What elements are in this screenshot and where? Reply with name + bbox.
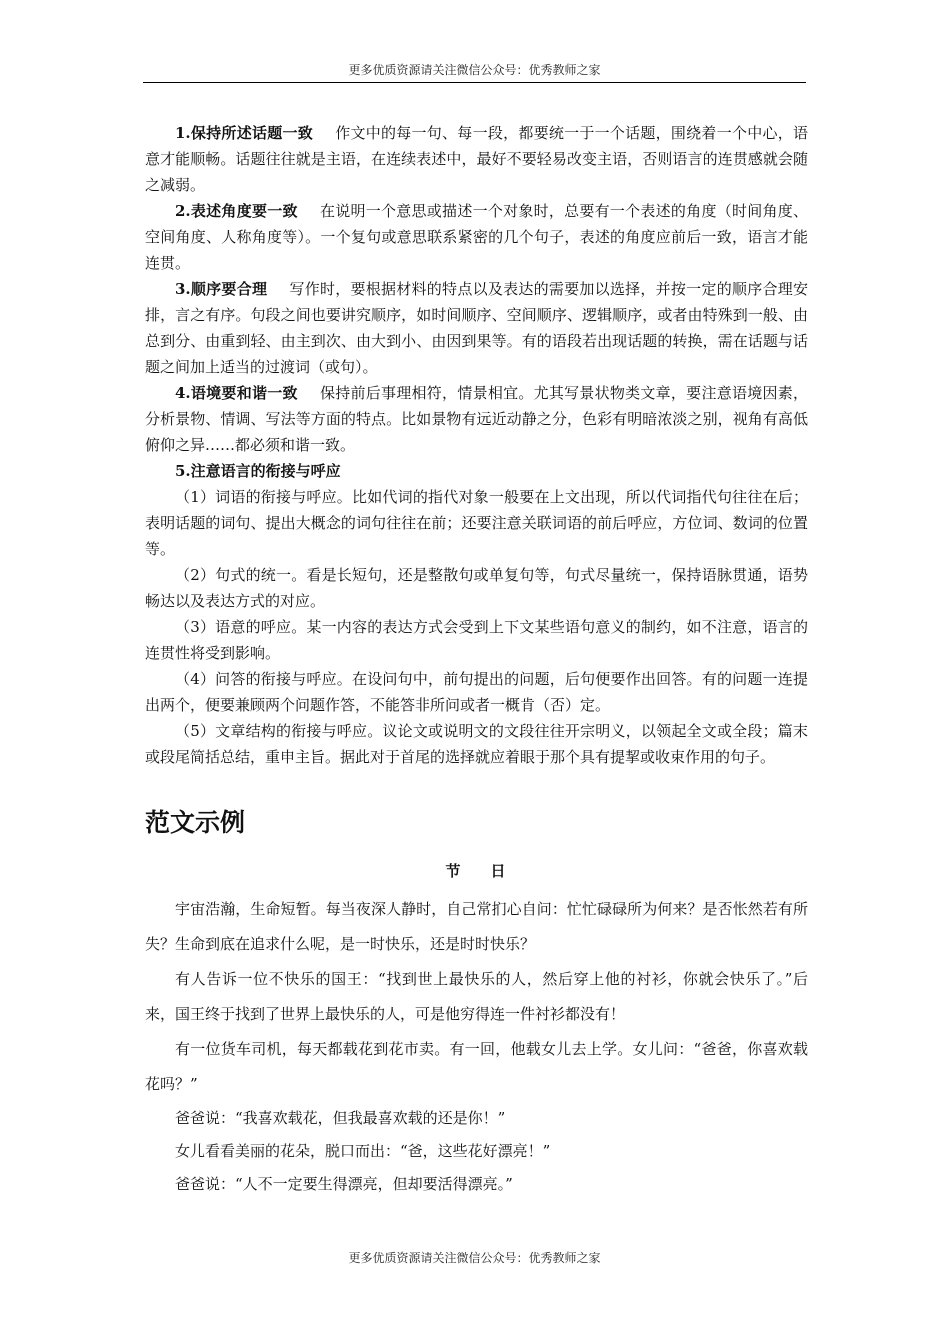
subpoint-2: （2）句式的统一。看是长短句，还是整散句或单复句等，句式尽量统一，保持语脉贯通，语势畅达以及表达方式的对应。 — [145, 566, 808, 610]
essay-paragraph: 宇宙浩瀚，生命短暂。每当夜深人静时，自己常扪心自问：忙忙碌碌所为何来？是否怅然若有所失？生命到底在追求什么呢，是一时快乐，还是时时快乐？ — [145, 900, 808, 953]
point-text: 在说明一个意思或描述一个对象时，总要有一个表述的角度（时间角度、空间角度、人称角度等）。一个复句或意思联系紧密的几个句子，表述的角度应前后一致，语言才能连贯。 — [145, 202, 808, 272]
point-title: 2.表述角度要一致 — [175, 202, 298, 220]
point-text: 作文中的每一句、每一段，都要统一于一个话题，围绕着一个中心，语意才能顺畅。话题往往就是主语，在连续表述中，最好不要轻易改变主语，否则语言的连贯感就会随之减弱。 — [145, 124, 808, 194]
essay-paragraph: 有人告诉一位不快乐的国王：“找到世上最快乐的人，然后穿上他的衬衫，你就会快乐了。”后来，国王终于找到了世界上最快乐的人，可是他穷得连一件衬衫都没有！ — [145, 970, 808, 1023]
point-text: 写作时，要根据材料的特点以及表达的需要加以选择，并按一定的顺序合理安排，言之有序。句段之间也要讲究顺序，如时间顺序、空间顺序、逻辑顺序，或者由特殊到一般、由总到分、由重到轻、由主到次、由大到小、由因到果等。有的语段若出现话题的转换，需在话题与话题之间加上适当的过渡词（或句）。 — [145, 280, 808, 376]
point-title: 5.注意语言的衔接与呼应 — [175, 462, 341, 480]
essay-paragraph: 爸爸说：“我喜欢载花，但我最喜欢载的还是你！” — [175, 1109, 506, 1127]
essay-paragraph: 女儿看看美丽的花朵，脱口而出：“爸，这些花好漂亮！” — [175, 1142, 551, 1160]
page-header: 更多优质资源请关注微信公众号：优秀教师之家 — [348, 63, 601, 77]
essay-paragraph: 爸爸说：“人不一定要生得漂亮，但却要活得漂亮。” — [175, 1175, 513, 1193]
point-title: 3.顺序要合理 — [175, 280, 268, 298]
subpoint-5: （5）文章结构的衔接与呼应。议论文或说明文的文段往往开宗明义，以领起全文或全段；篇末或段尾简括总结，重申主旨。据此对于首尾的选择就应着眼于那个具有提挈或收束作用的句子。 — [145, 722, 808, 766]
point-5 — [145, 458, 808, 484]
point-title: 1.保持所述话题一致 — [175, 124, 313, 142]
essay-body — [145, 892, 808, 1201]
guidelines-body — [145, 120, 808, 770]
essay-title — [145, 860, 808, 881]
point-4 — [145, 380, 808, 458]
point-1 — [145, 120, 808, 198]
subpoint-1: （1）词语的衔接与呼应。比如代词的指代对象一般要在上文出现，所以代词指代句往往在后；表明话题的词句、提出大概念的词句往往在前；还要注意关联词语的前后呼应，方位词、数词的位置等。 — [145, 488, 808, 558]
page-footer: 更多优质资源请关注微信公众号：优秀教师之家 — [348, 1251, 601, 1265]
section-title: 范文示例 — [145, 808, 246, 837]
header-divider — [143, 82, 806, 83]
essay-paragraph: 有一位货车司机，每天都载花到花市卖。有一回，他载女儿去上学。女儿问：“爸爸，你喜欢载花吗？” — [145, 1040, 808, 1093]
point-text: 保持前后事理相符，情景相宜。尤其写景状物类文章，要注意语境因素，分析景物、情调、写法等方面的特点。比如景物有远近动静之分，色彩有明暗浓淡之别，视角有高低俯仰之异……都必须和谐一致。 — [145, 384, 808, 454]
essay-title-char: 日 — [490, 862, 508, 880]
subpoint-4: （4）问答的衔接与呼应。在设问句中，前句提出的问题，后句便要作出回答。有的问题一连提出两个，便要兼顾两个问题作答，不能答非所问或者一概肯（否）定。 — [145, 670, 808, 714]
essay-title-char: 节 — [445, 862, 463, 880]
point-2 — [145, 198, 808, 276]
point-title: 4.语境要和谐一致 — [175, 384, 298, 402]
point-3 — [145, 276, 808, 380]
subpoint-3: （3）语意的呼应。某一内容的表达方式会受到上下文某些语句意义的制约，如不注意，语言的连贯性将受到影响。 — [145, 618, 808, 662]
